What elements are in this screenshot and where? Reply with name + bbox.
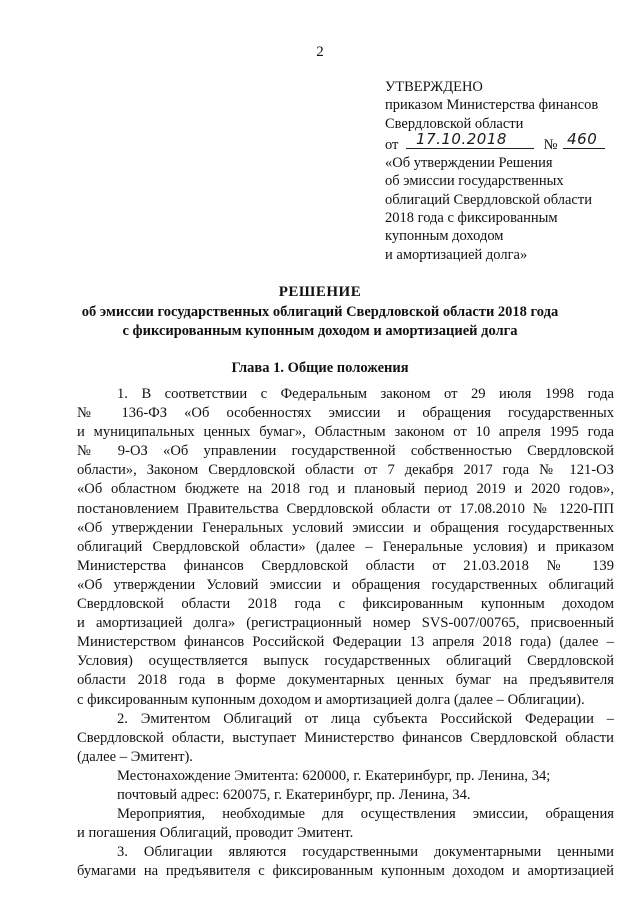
body-line: № 9-ОЗ «Об управлении государственной собственностью Свердловской xyxy=(77,443,614,460)
body-line: постановлением Правительства Свердловской области от 17.08.2010 № 1220-ПП xyxy=(77,500,614,517)
body-line: и амортизацией долга» (регистрационный номер SVS-007/00765, присвоенный xyxy=(77,615,614,632)
body-line: Условия) осуществляется выпуск государственных облигаций Свердловской xyxy=(77,653,614,670)
page-number: 2 xyxy=(316,44,324,60)
paragraph-6 xyxy=(77,843,614,881)
body-line: Министерством финансов Российской Федерации 13 апреля 2018 года) (далее – xyxy=(77,634,614,651)
approval-line: 2018 года с фиксированным xyxy=(385,210,558,227)
approval-line: и амортизацией долга» xyxy=(385,246,528,263)
body-line: Местонахождение Эмитента: 620000, г. Екатеринбург, пр. Ленина, 34; xyxy=(117,767,551,784)
approval-date-number-line xyxy=(385,129,635,154)
body-line: «Об областном бюджете на 2018 год и плановый период 2019 и 2020 годов», xyxy=(77,481,614,498)
body-line: Свердловской области, выступает Министерство финансов Свердловской области xyxy=(77,729,614,746)
handwritten-date: 17.10.2018 xyxy=(416,129,507,148)
body-line: области», Законом Свердловской области от 7 декабря 2017 года № 121-ОЗ xyxy=(77,462,614,479)
approval-block xyxy=(385,78,635,264)
approval-heading: УТВЕРЖДЕНО xyxy=(385,79,483,95)
document-body xyxy=(77,385,614,881)
body-line: 3. Облигации являются государственными документарными ценными xyxy=(117,844,614,861)
approval-line: «Об утверждении Решения xyxy=(385,155,553,172)
number-field xyxy=(563,129,605,149)
body-line: № 136-ФЗ «Об особенностях эмиссии и обращения государственных xyxy=(77,405,614,422)
body-line: 1. В соответствии с Федеральным законом от 29 июля 1998 года xyxy=(117,386,614,402)
paragraph-1 xyxy=(77,385,614,710)
body-line: «Об утверждении Генеральных условий эмиссии и обращения государственных xyxy=(77,519,614,536)
from-label: от xyxy=(385,136,399,153)
document-subtitle-line: с фиксированным купонным доходом и амортизацией долга xyxy=(122,323,518,339)
date-field xyxy=(406,129,534,149)
number-label: № xyxy=(543,136,558,153)
paragraph-2 xyxy=(77,710,614,767)
approval-line: приказом Министерства финансов xyxy=(385,97,599,114)
paragraph-5 xyxy=(77,805,614,843)
body-line: и погашения Облигаций, проводит Эмитент. xyxy=(77,825,354,842)
body-line: «Об утверждении Условий эмиссии и обращения государственных облигаций xyxy=(77,576,614,593)
handwritten-number: 460 xyxy=(567,129,598,148)
body-line: 2. Эмитентом Облигаций от лица субъекта Российской Федерации – xyxy=(117,710,614,727)
approval-line: об эмиссии государственных xyxy=(385,173,564,190)
body-line: Свердловской области 2018 года с фиксированным купонным доходом xyxy=(77,596,614,613)
approval-line: облигаций Свердловской области xyxy=(385,191,592,208)
body-line: и муниципальных ценных бумаг», Областным законом от 10 апреля 1995 года xyxy=(77,424,614,441)
approval-line: Свердловской области xyxy=(385,115,524,132)
body-line: Мероприятия, необходимые для осуществления эмиссии, обращения xyxy=(117,806,614,823)
body-line: почтовый адрес: 620075, г. Екатеринбург, пр. Ленина, 34. xyxy=(117,786,471,803)
chapter-heading: Глава 1. Общие положения xyxy=(231,360,409,376)
body-line: области 2018 года в форме документарных ценных бумаг на предъявителя xyxy=(77,672,614,689)
document-title: РЕШЕНИЕ xyxy=(278,284,362,300)
body-line: облигаций Свердловской области» (далее – Генеральные условия) и приказом xyxy=(77,538,614,555)
body-line: бумагами на предъявителя с фиксированным купонным доходом и амортизацией xyxy=(77,863,614,880)
body-line: (далее – Эмитент). xyxy=(77,748,193,765)
approval-line: купонным доходом xyxy=(385,228,504,245)
body-line: Министерства финансов Свердловской области от 21.03.2018 № 139 xyxy=(77,557,614,574)
body-line: с фиксированным купонным доходом и амортизацией долга (далее – Облигации). xyxy=(77,691,585,708)
document-subtitle-line: об эмиссии государственных облигаций Свердловской области 2018 года xyxy=(81,304,559,320)
